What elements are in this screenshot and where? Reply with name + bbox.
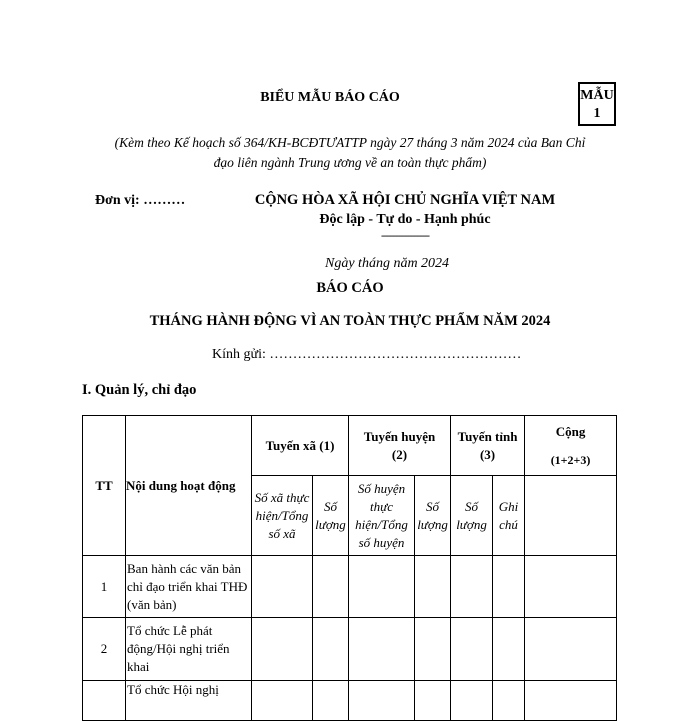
group-header-district-line-2: (2)	[391, 446, 408, 462]
cell	[415, 618, 451, 681]
group-header-province	[451, 416, 525, 476]
cell	[451, 556, 493, 618]
group-header-commune: Tuyến xã (1)	[252, 416, 349, 476]
form-code-label: MẪU	[580, 88, 614, 103]
subheader-district-ratio: Số huyện thực hiện/Tổng số huyện	[349, 476, 415, 556]
attachment-note-line-1: (Kèm theo Kế hoạch số 364/KH-BCĐTƯATTP ngày 27 tháng 3 năm 2024 của Ban Chỉ	[114, 135, 586, 150]
group-header-total-line-1: Cộng	[555, 423, 586, 439]
cell	[313, 556, 349, 618]
subheader-commune-count: Số lượng	[313, 476, 349, 556]
subheader-district-count: Số lượng	[415, 476, 451, 556]
group-header-province-line-1: Tuyến tỉnh	[457, 428, 518, 444]
group-header-province-line-2: (3)	[479, 446, 496, 462]
row-tt	[83, 681, 126, 721]
activity-table	[82, 415, 617, 721]
cell	[349, 618, 415, 681]
cell	[415, 681, 451, 721]
section-title: I. Quản lý, chỉ đạo	[82, 382, 197, 398]
form-title: BIỂU MẪU BÁO CÁO	[260, 90, 400, 105]
cell	[349, 556, 415, 618]
cell	[525, 618, 617, 681]
report-subject: THÁNG HÀNH ĐỘNG VÌ AN TOÀN THỰC PHẨM NĂM 2024	[149, 313, 551, 329]
report-title: BÁO CÁO	[316, 280, 384, 296]
nation-title: CỘNG HÒA XÃ HỘI CHỦ NGHĨA VIỆT NAM	[254, 192, 556, 208]
group-header-total-line-2: (1+2+3)	[550, 452, 591, 467]
cell	[313, 681, 349, 721]
row-content: Ban hành các văn bản chỉ đạo triển khai THĐ (văn bản)	[126, 556, 252, 618]
cell	[313, 618, 349, 681]
cell	[493, 618, 525, 681]
attachment-note-line-2: đạo liên ngành Trung ương về an toàn thực phẩm)	[213, 155, 487, 170]
cell	[252, 618, 313, 681]
attachment-note	[80, 133, 620, 173]
form-code-number: 1	[593, 106, 601, 121]
row-tt: 2	[83, 618, 126, 681]
row-tt: 1	[83, 556, 126, 618]
cell	[451, 681, 493, 721]
row-content: Tổ chức Lễ phát động/Hội nghị triển khai	[126, 618, 252, 681]
motto-underline: ----------------	[381, 228, 429, 242]
national-motto: Độc lập - Tự do - Hạnh phúc	[319, 212, 491, 227]
form-code-box	[578, 82, 616, 126]
cell	[451, 618, 493, 681]
cell	[252, 556, 313, 618]
cell	[493, 681, 525, 721]
cell	[493, 556, 525, 618]
table-header-row-1	[83, 416, 617, 476]
cell	[252, 681, 313, 721]
cell	[415, 556, 451, 618]
column-header-content: Nội dung hoạt động	[126, 416, 252, 556]
group-header-district	[349, 416, 451, 476]
subheader-province-note: Ghi chú	[493, 476, 525, 556]
unit-label: Đơn vị: ………	[95, 193, 186, 208]
cell	[525, 556, 617, 618]
column-header-tt: TT	[83, 416, 126, 556]
table-row	[83, 556, 617, 618]
subheader-province-count: Số lượng	[451, 476, 493, 556]
table-row	[83, 618, 617, 681]
row-content: Tổ chức Hội nghị	[126, 681, 252, 721]
table-row	[83, 681, 617, 721]
subheader-commune-ratio: Số xã thực hiện/Tổng số xã	[252, 476, 313, 556]
subheader-total-empty	[525, 476, 617, 556]
cell	[525, 681, 617, 721]
group-header-district-line-1: Tuyến huyện	[363, 428, 436, 444]
recipient-line: Kính gửi: ………………………………………………	[212, 347, 522, 362]
date-line: Ngày tháng năm 2024	[325, 256, 450, 271]
group-header-total	[525, 416, 617, 476]
cell	[349, 681, 415, 721]
